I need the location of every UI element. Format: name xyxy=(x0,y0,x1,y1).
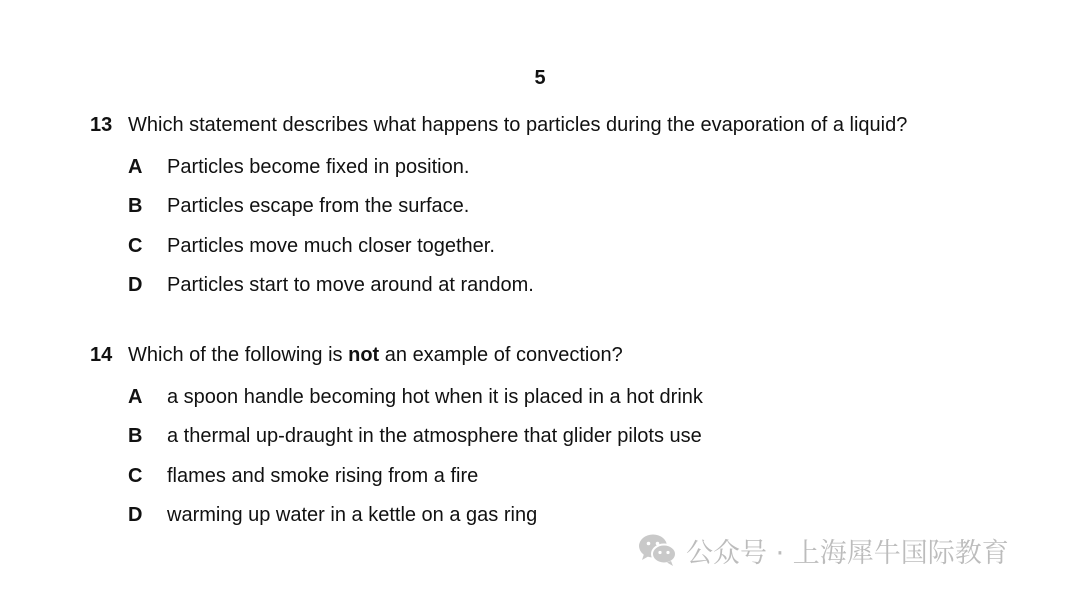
option-b xyxy=(90,424,990,448)
option-d xyxy=(90,273,990,297)
question-text-emphasis: not xyxy=(348,344,380,366)
option-letter: B xyxy=(128,425,143,448)
question-stem xyxy=(90,113,990,137)
option-a xyxy=(90,155,990,179)
question-13 xyxy=(90,113,990,313)
wechat-icon xyxy=(638,533,678,567)
answer-options xyxy=(90,385,990,527)
question-number: 13 xyxy=(90,114,113,136)
option-c xyxy=(90,464,990,488)
question-text-start: Which of the following is xyxy=(128,344,349,366)
answer-options xyxy=(90,155,990,297)
option-letter: D xyxy=(128,274,143,297)
option-text: Particles escape from the surface. xyxy=(167,195,470,218)
option-text: warming up water in a kettle on a gas ring xyxy=(167,504,538,527)
question-number: 14 xyxy=(90,344,113,366)
watermark xyxy=(638,530,1009,570)
option-letter: C xyxy=(128,464,143,487)
option-text: a thermal up-draught in the atmosphere that glider pilots use xyxy=(167,425,702,448)
option-text: Particles become fixed in position. xyxy=(167,156,470,178)
option-text: flames and smoke rising from a fire xyxy=(167,464,479,487)
page-number: 5 xyxy=(534,67,546,89)
option-text: a spoon handle becoming hot when it is placed in a hot drink xyxy=(167,386,703,408)
option-text: Particles start to move around at random. xyxy=(167,274,534,297)
question-text: Which statement describes what happens to particles during the evaporation of a liquid? xyxy=(128,114,908,136)
option-letter: D xyxy=(128,504,143,527)
option-b xyxy=(90,194,990,218)
option-letter: A xyxy=(128,156,143,178)
option-letter: C xyxy=(128,234,143,257)
option-a xyxy=(90,385,990,409)
question-text xyxy=(128,343,623,367)
option-d xyxy=(90,503,990,527)
option-text: Particles move much closer together. xyxy=(167,234,495,257)
option-c xyxy=(90,234,990,258)
watermark-text: 公众号 · 上海犀牛国际教育 xyxy=(686,537,1009,569)
option-letter: B xyxy=(128,195,143,218)
option-letter: A xyxy=(128,386,143,408)
question-14 xyxy=(90,343,990,543)
question-text-end: an example of convection? xyxy=(379,344,623,366)
question-stem xyxy=(90,343,990,367)
